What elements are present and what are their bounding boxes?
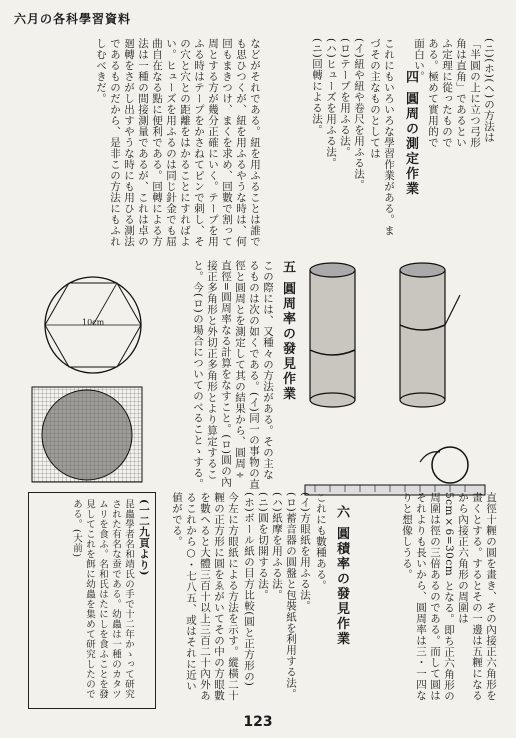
section5-continuation: 直徑十糎の圓を畫き、その內接正六角形を畫くとする。するとその一邊は五糎になるから內接正六角形の周圍は 5cm×6=30cm となる。即ち正六角形の周圍は徑の三倍あるのである。而して圓はそれよりも長いから、圓周率は三・一四なりと想像しうる。 bbox=[401, 492, 497, 702]
section4-heading: 四 圓周の測定作業 bbox=[403, 70, 418, 197]
section6-item-3: (ハ)紙摩を用ふる法。 bbox=[271, 492, 283, 601]
section5-heading: 五 圓周率の發見作業 bbox=[280, 260, 295, 402]
section6-heading: 六 圓積率の發見作業 bbox=[334, 505, 349, 647]
grid-circle-figure bbox=[30, 385, 145, 485]
section4-intro: これにもいろいろな學習作業がある。まづその主なものとしては bbox=[369, 38, 395, 236]
section6-intro: これにも數種ある。 bbox=[315, 492, 327, 591]
section4-body: などがそれである。紐を用ふることは誰でも思ひつくが、紐を用ふるやうな時は、何回もまきつけ、まくを求め、回數で割って周とする方が幾分正確にいく。テープを用ふる時はテープをかさねてピンで刺し、その穴と穴との距離をはかることにすればよい。ヒューズを用ふるのは同じ針金でも屈曲自在なる點に便利である。回轉による方法は一種の間接測量であるが、これは卓の廻轉をさがし出すやうな時にも用ひる測法であるものだから、是非この方法にもふれしむべきだ。 bbox=[95, 38, 261, 247]
section5-body: この際には、又種々の方法がある。その主なるものは次の如くである。(イ)同一の事物の直徑と圓周とを測定して其の結果から、圓周÷直徑=圓周率なる計算をなすこと。(ロ)圓の內接正多角形と外切正多角形とより算定すること。今(ロ)の場合についてのべることゝする。 bbox=[192, 260, 274, 490]
section4-item-2: (ロ)テープを用ふる法。 bbox=[339, 38, 351, 158]
section6-item-5: (ホ)ボール紙の目方比較(圓と正方形の) bbox=[243, 492, 255, 687]
section4-item-1: (イ)紐や紐や卷尺を用ふる法。 bbox=[353, 38, 365, 191]
note-box bbox=[28, 492, 156, 709]
section6-body: 今左に方眼紙による方法を示す。縱橫二十糎の正方形に圓をゑがいてその中の方眼數を數ヘると大體三百十以上三百二十內外あるこれから○・七八五、或はそれに近い値がでる。 bbox=[171, 492, 239, 701]
diameter-label: 10cm bbox=[82, 318, 105, 327]
section4-item-3: (ハ)ヒューズを用ふる法。 bbox=[325, 38, 337, 169]
intro-paragraph: (ニ)(ホ)(ヘ)の方法は「半圓の上に立つ弓形角は直角」であるといふ定理に從ったものである。極めて實用的で面白い。 bbox=[413, 38, 495, 148]
page-number: 123 bbox=[243, 714, 273, 730]
section4-item-4: (ニ)回轉による法。 bbox=[311, 38, 323, 136]
page-header: 六月の各科學習資料 bbox=[14, 12, 132, 26]
section6-item-4: (ニ)圓を切開する法。 bbox=[257, 492, 269, 601]
section6-item-2: (ロ)蓄音器の圓盤と包裝紙を利用する法。 bbox=[285, 492, 297, 700]
note-title: (一二九頁より) bbox=[138, 499, 150, 576]
cylinder-figures bbox=[300, 255, 470, 435]
section6-item-1: (イ)方眼紙を用ふる法。 bbox=[299, 492, 311, 612]
note-body: 昆蟲學者名和靖氏の手で十二年かゝって研究された有名な蚕である。幼蟲は一種のカタツムリを食ふ。名和氏はたにしを食ふことを發見してこれを餌に幼蟲を集めて研究したのである。(大前) bbox=[71, 499, 134, 699]
